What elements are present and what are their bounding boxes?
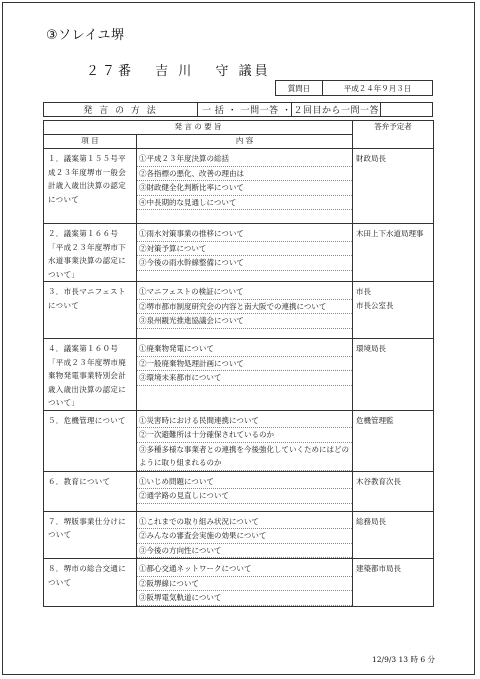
- row-answerer: 建築都市局長: [353, 559, 434, 607]
- header-item: 項 目: [44, 135, 137, 149]
- row-answerer: 市長 市長公室長: [353, 282, 434, 339]
- row-item: ４．議案第１６０号「平成２３年度堺市廃棄物発電事業特別会計歳入歳出決算の認定について」: [44, 339, 137, 411]
- content-line: ①廃棄物発電について: [137, 342, 352, 357]
- content-line: ②阪堺線について: [137, 577, 352, 592]
- row-item: １．議案第１５５号平成２３年度堺市一般会計歳入歳出決算の認定について: [44, 149, 137, 224]
- row-content: [137, 339, 353, 411]
- content-line: ③泉州観光推進協議会について: [137, 314, 352, 329]
- content-line: ①マニフェストの検証について: [137, 285, 352, 300]
- table-row: [44, 511, 434, 559]
- row-answerer: 危機管理監: [353, 410, 434, 471]
- content-line: ③環境未来都市について: [137, 371, 352, 386]
- row-content: [137, 282, 353, 339]
- member-surname: 吉 川: [155, 64, 195, 79]
- row-item: ８．堺市の総合交通について: [44, 559, 137, 607]
- content-line: ①いじめ問題について: [137, 475, 352, 490]
- row-answerer: 環境局長: [353, 339, 434, 411]
- content-line: ①これまでの取り組み状況について: [137, 515, 352, 530]
- row-answerer: 財政局長: [353, 149, 434, 224]
- row-item: ５．危機管理について: [44, 410, 137, 471]
- table-row: [44, 339, 434, 411]
- table-row: [44, 559, 434, 607]
- question-date-box: [275, 80, 433, 96]
- member-line: [86, 60, 285, 79]
- header-summary: 発 言 の 要 旨: [44, 121, 353, 135]
- content-line: ②一次避難所は十分確保されているのか: [137, 428, 352, 443]
- row-item: ２．議案第１６６号「平成２３年度堺市下水道事業決算の認定について」: [44, 224, 137, 282]
- row-content: [137, 224, 353, 282]
- row-answerer: 木田上下水道局理事: [353, 224, 434, 282]
- speech-method-selected: ２回目から一問一答: [291, 102, 381, 117]
- member-number: ２７番: [86, 64, 135, 79]
- question-date-label: 質問日: [276, 81, 323, 95]
- row-item: ６．教育について: [44, 471, 137, 511]
- speech-method-option-text: 一 括 ・ 一問一答 ・: [202, 106, 292, 116]
- speech-method-label: 発 言 の 方 法: [44, 103, 198, 116]
- content-line: ③今後の雨水幹線整備について: [137, 256, 352, 271]
- speech-method-row: [43, 102, 433, 117]
- content-line: ③今後の方向性について: [137, 544, 352, 559]
- content-line: ①都心交通ネットワークについて: [137, 562, 352, 577]
- row-item: ３．市長マニフェストについて: [44, 282, 137, 339]
- content-line: ③阪堺電気軌道について: [137, 591, 352, 606]
- table-row: [44, 282, 434, 339]
- content-line: ②各指標の悪化、改善の理由は: [137, 167, 352, 182]
- content-line: ①平成２３年度決算の総括: [137, 152, 352, 167]
- page-title: ③ソレイユ堺: [46, 28, 125, 43]
- row-content: [137, 511, 353, 559]
- content-line: ②対策予算について: [137, 242, 352, 257]
- timestamp-footer: 12/9/3 13 時 6 分: [372, 655, 435, 664]
- row-content: [137, 149, 353, 224]
- content-line: ④中長期的な見通しについて: [137, 196, 352, 211]
- content-line: ③財政健全化判断比率について: [137, 181, 352, 196]
- content-line: ②通学路の見直しについて: [137, 489, 352, 504]
- table-header-row: [44, 121, 434, 135]
- row-content: [137, 410, 353, 471]
- speech-method-options: [198, 103, 432, 116]
- header-content: 内 容: [137, 135, 353, 149]
- content-line: ②一般廃棄物処理計画について: [137, 357, 352, 372]
- speech-summary-table: [43, 120, 434, 607]
- row-item: ７．堺版事業仕分けについて: [44, 511, 137, 559]
- table-row: [44, 224, 434, 282]
- table-row: [44, 410, 434, 471]
- row-answerer: 総務局長: [353, 511, 434, 559]
- content-line: ③多種多様な事業者との連携を今後強化していくためにはどのように取り組まれるのか: [137, 443, 352, 471]
- member-given-title: 守 議員: [215, 64, 271, 79]
- row-content: [137, 471, 353, 511]
- table-row: [44, 471, 434, 511]
- content-line: ①災害時における民間連携について: [137, 414, 352, 429]
- question-date-value: 平成２４年９月３日: [343, 83, 412, 93]
- header-answerer: 答弁予定者: [353, 121, 434, 149]
- content-line: ②みんなの審査会実施の効果について: [137, 529, 352, 544]
- row-content: [137, 559, 353, 607]
- content-line: ①雨水対策事業の推移について: [137, 227, 352, 242]
- table-row: [44, 149, 434, 224]
- row-answerer: 木谷教育次長: [353, 471, 434, 511]
- content-line: ②堺市都市制度研究会の内容と南大阪での連携について: [137, 300, 352, 315]
